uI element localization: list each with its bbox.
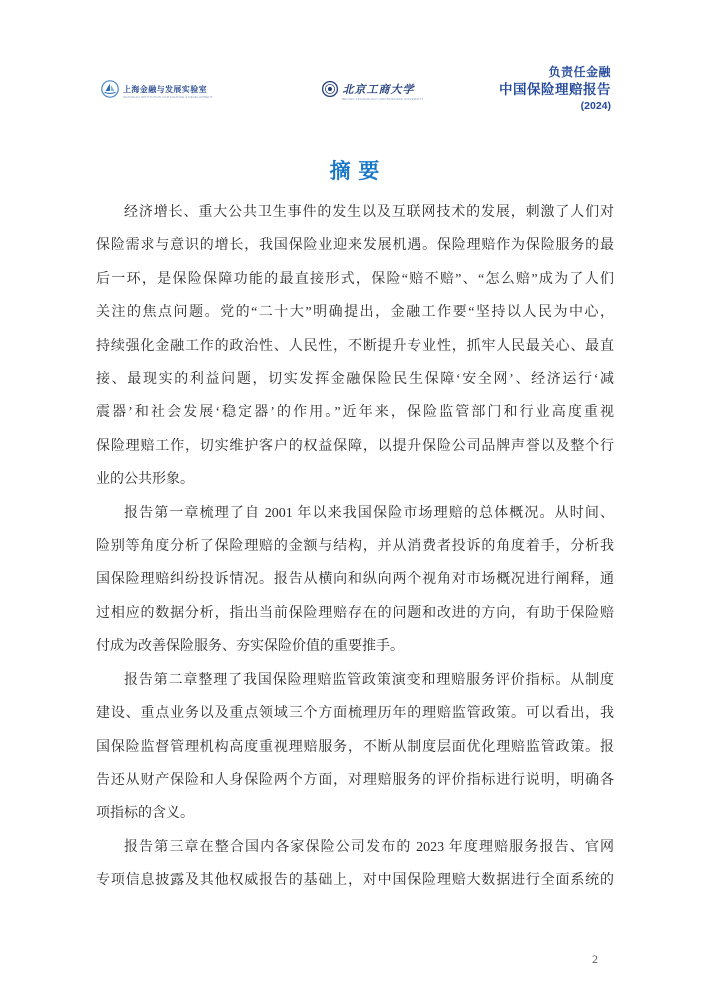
- report-title-label: 中国保险理赔报告: [499, 82, 611, 97]
- btbu-logo: [322, 81, 505, 102]
- btbu-subtitle: BEIJING TECHNOLOGY AND BUSINESS UNIVERSITY: [342, 98, 425, 101]
- abstract-line: 报告第三章在整合国内各家保险公司发布的 2023 年度理赔服务报告、官网: [124, 839, 614, 855]
- page-title: 摘 要: [329, 160, 381, 183]
- abstract-line: 报告第一章梳理了自 2001 年以来我国保险市场理赔的总体概况。从时间、: [124, 505, 614, 521]
- abstract-line: 项指标的含义。: [96, 806, 194, 822]
- abstract-paragraph-1: [96, 196, 614, 497]
- abstract-line: 后一环，是保险保障功能的最直接形式，保险“赔不赔”、“怎么赔”成为了人们: [96, 271, 614, 287]
- shanghai-institution-name: 上海金融与发展实验室: [123, 84, 207, 94]
- abstract-line: 报告第二章整理了我国保险理赔监管政策演变和理赔服务评价指标。从制度: [124, 672, 614, 688]
- abstract-line: 接、最现实的利益问题，切实发挥金融保险民生保障‘安全网’、经济运行‘减: [96, 372, 614, 388]
- btbu-name: 北京工商大学: [342, 84, 415, 96]
- abstract-paragraph-4: [96, 831, 614, 898]
- abstract-body: [96, 196, 614, 898]
- abstract-line: 建设、重点业务以及重点领域三个方面梳理历年的理赔监管政策。可以看出，我: [96, 706, 614, 722]
- shanghai-institution-logo: [101, 80, 302, 103]
- report-series-label: 负责任金融: [548, 65, 611, 79]
- abstract-line: 告还从财产保险和人身保险两个方面，对理赔服务的评价指标进行说明，明确各: [96, 772, 614, 788]
- report-header-badge: [499, 64, 611, 114]
- abstract-line: 专项信息披露及其他权威报告的基础上，对中国保险理赔大数据进行全面系统的: [96, 873, 614, 889]
- abstract-line: 经济增长、重大公共卫生事件的发生以及互联网技术的发展，刺激了人们对: [124, 205, 614, 220]
- abstract-paragraph-3: [96, 664, 614, 831]
- shanghai-institution-subtitle: SHANGHAI INSTITUTION FOR FINANCE & DEVELOPMENT: [123, 95, 213, 99]
- abstract-line: 国保险监督管理机构高度重视理赔服务，不断从制度层面优化理赔监管政策。报: [96, 739, 614, 755]
- abstract-line: 业的公共形象。: [96, 472, 194, 488]
- abstract-line: 国保险理赔纠纷投诉情况。报告从横向和纵向两个视角对市场概况进行阐释，通: [96, 572, 614, 588]
- abstract-line: 震器’和社会发展‘稳定器’的作用。”近年来，保险监管部门和行业高度重视: [96, 405, 614, 421]
- page-number: 2: [592, 952, 598, 966]
- report-year-label: (2024): [580, 100, 611, 112]
- abstract-line: 保险理赔工作，切实维护客户的权益保障，以提升保险公司品牌声誉以及整个行: [96, 438, 614, 454]
- abstract-paragraph-2: [96, 497, 614, 664]
- sailboat-logo-icon: [101, 80, 119, 103]
- abstract-line: 持续强化金融工作的政治性、人民性，不断提升专业性，抓牢人民最关心、最直: [96, 338, 614, 354]
- abstract-line: 付成为改善保险服务、夯实保险价值的重要推手。: [96, 639, 404, 655]
- header-logos: [101, 80, 506, 103]
- abstract-line: 保险需求与意识的增长，我国保险业迎来发展机遇。保险理赔作为保险服务的最: [96, 238, 614, 254]
- abstract-line: 过相应的数据分析，指出当前保险理赔存在的问题和改进的方向，有助于保险赔: [96, 605, 614, 621]
- abstract-line: 关注的焦点问题。党的“二十大”明确提出，金融工作要“坚持以人民为中心，: [96, 305, 614, 321]
- university-seal-icon: [322, 81, 338, 102]
- abstract-line: 险别等角度分析了保险理赔的金额与结构，并从消费者投诉的角度着手，分析我: [96, 539, 614, 555]
